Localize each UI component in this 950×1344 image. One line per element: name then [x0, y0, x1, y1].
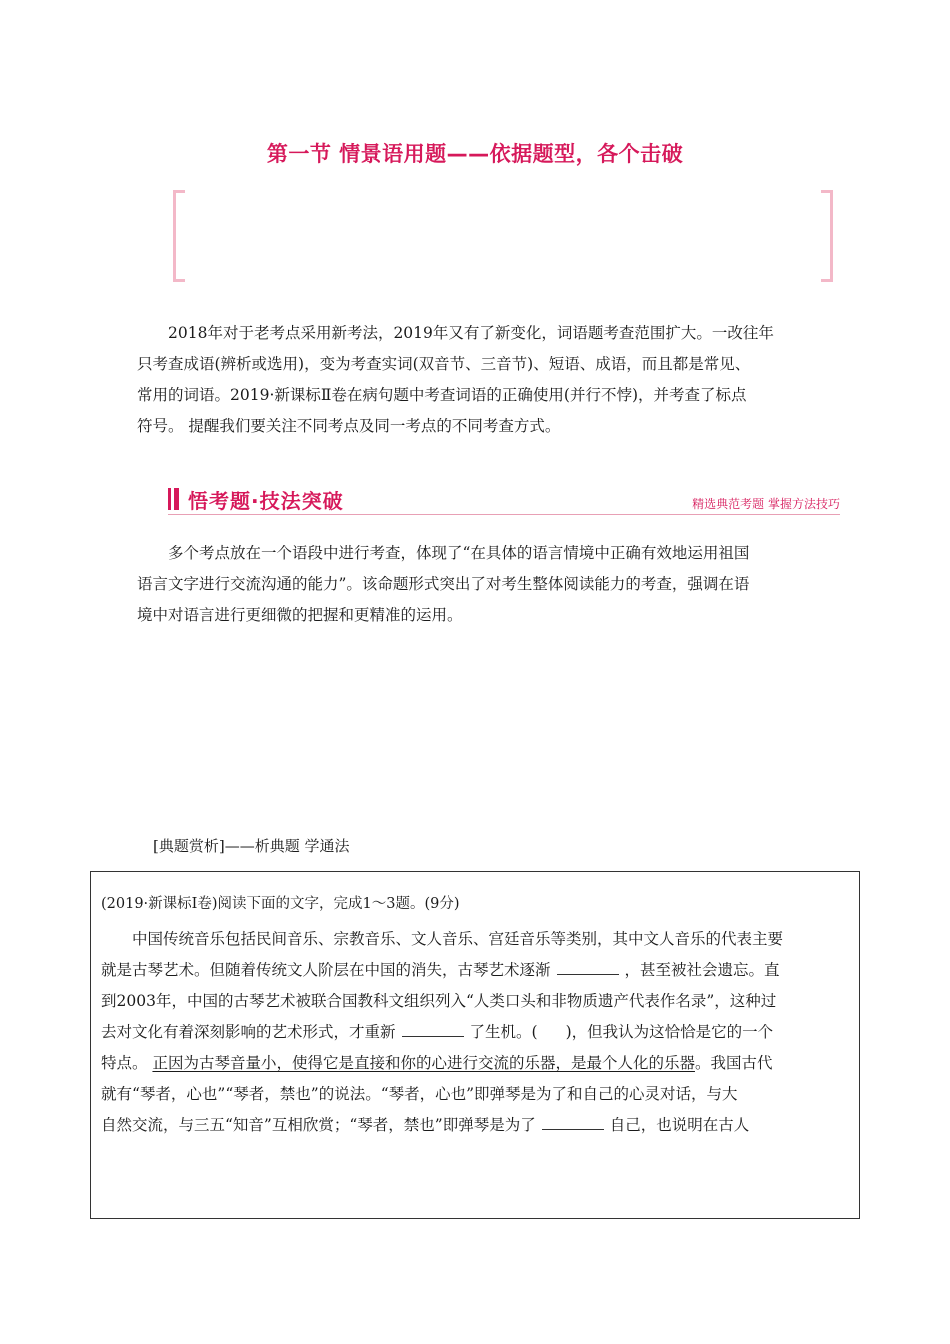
fill-blank [402, 1020, 464, 1037]
intro-line: 2018年对于老考点采用新考法，2019年又有了新变化，词语题考查范围扩大。一改往年 [168, 324, 774, 342]
question-line: 自然交流，与三五“知音”互相欣赏；“琴者，禁也”即弹琴是为了 自己，也说明在古人 [101, 1110, 849, 1141]
section-banner [168, 485, 840, 515]
question-line: 就有“琴者，心也”“琴者，禁也”的说法。“琴者，心也”即弹琴是为了和自己的心灵对话，与大 [101, 1085, 738, 1103]
question-line: 中国传统音乐包括民间音乐、宗教音乐、文人音乐、宫廷音乐等类别，其中文人音乐的代表主要 [132, 930, 784, 948]
intro-line: 符号。 提醒我们要关注不同考点及同一考点的不同考查方式。 [137, 417, 561, 435]
left-bracket-decoration [173, 190, 185, 282]
section-line: 语言文字进行交流沟通的能力”。该命题形式突出了对考生整体阅读能力的考查，强调在语 [137, 575, 750, 593]
question-line: 到2003年，中国的古琴艺术被联合国教科文组织列入“人类口头和非物质遗产代表作名录”，这种过 [101, 992, 777, 1010]
intro-paragraph [137, 318, 827, 442]
question-line: 特点。 正因为古琴音量小，使得它是直接和你的心进行交流的乐器，是最个人化的乐器。我国古代 [101, 1054, 773, 1072]
section-line: 多个考点放在一个语段中进行考查，体现了“在具体的语言情境中正确有效地运用祖国 [168, 544, 750, 562]
example-heading: [典题赏析]——析典题 学通法 [153, 837, 350, 855]
page-title: 第一节 情景语用题——依据题型，各个击破 [266, 142, 684, 166]
banner-rule [168, 514, 840, 515]
banner-subtitle: 精选典范考题 掌握方法技巧 [692, 497, 840, 511]
fill-blank [542, 1113, 604, 1130]
question-box [90, 871, 860, 1219]
banner-title: 悟考题·技法突破 [188, 489, 344, 513]
fill-blank [557, 958, 619, 975]
intro-line: 只考查成语(辨析或选用)，变为考查实词(双音节、三音节)、短语、成语，而且都是常见、 [137, 355, 751, 373]
question-line: 就是古琴艺术。但随着传统文人阶层在中国的消失，古琴艺术逐渐 ，甚至被社会遗忘。直 [101, 955, 849, 986]
section-line: 境中对语言进行更细微的把握和更精准的运用。 [137, 606, 463, 624]
question-source: (2019·新课标Ⅰ卷)阅读下面的文字，完成1～3题。(9分) [101, 896, 460, 912]
underlined-sentence: 正因为古琴音量小，使得它是直接和你的心进行交流的乐器，是最个人化的乐器 [152, 1054, 695, 1072]
intro-line: 常用的词语。2019·新课标Ⅱ卷在病句题中考查词语的正确使用(并行不悖)，并考查了标点 [137, 386, 747, 404]
section-paragraph [137, 538, 827, 631]
question-line: 去对文化有着深刻影响的艺术形式，才重新 了生机。( )，但我认为这恰恰是它的一个 [101, 1017, 849, 1048]
right-bracket-decoration [821, 190, 833, 282]
